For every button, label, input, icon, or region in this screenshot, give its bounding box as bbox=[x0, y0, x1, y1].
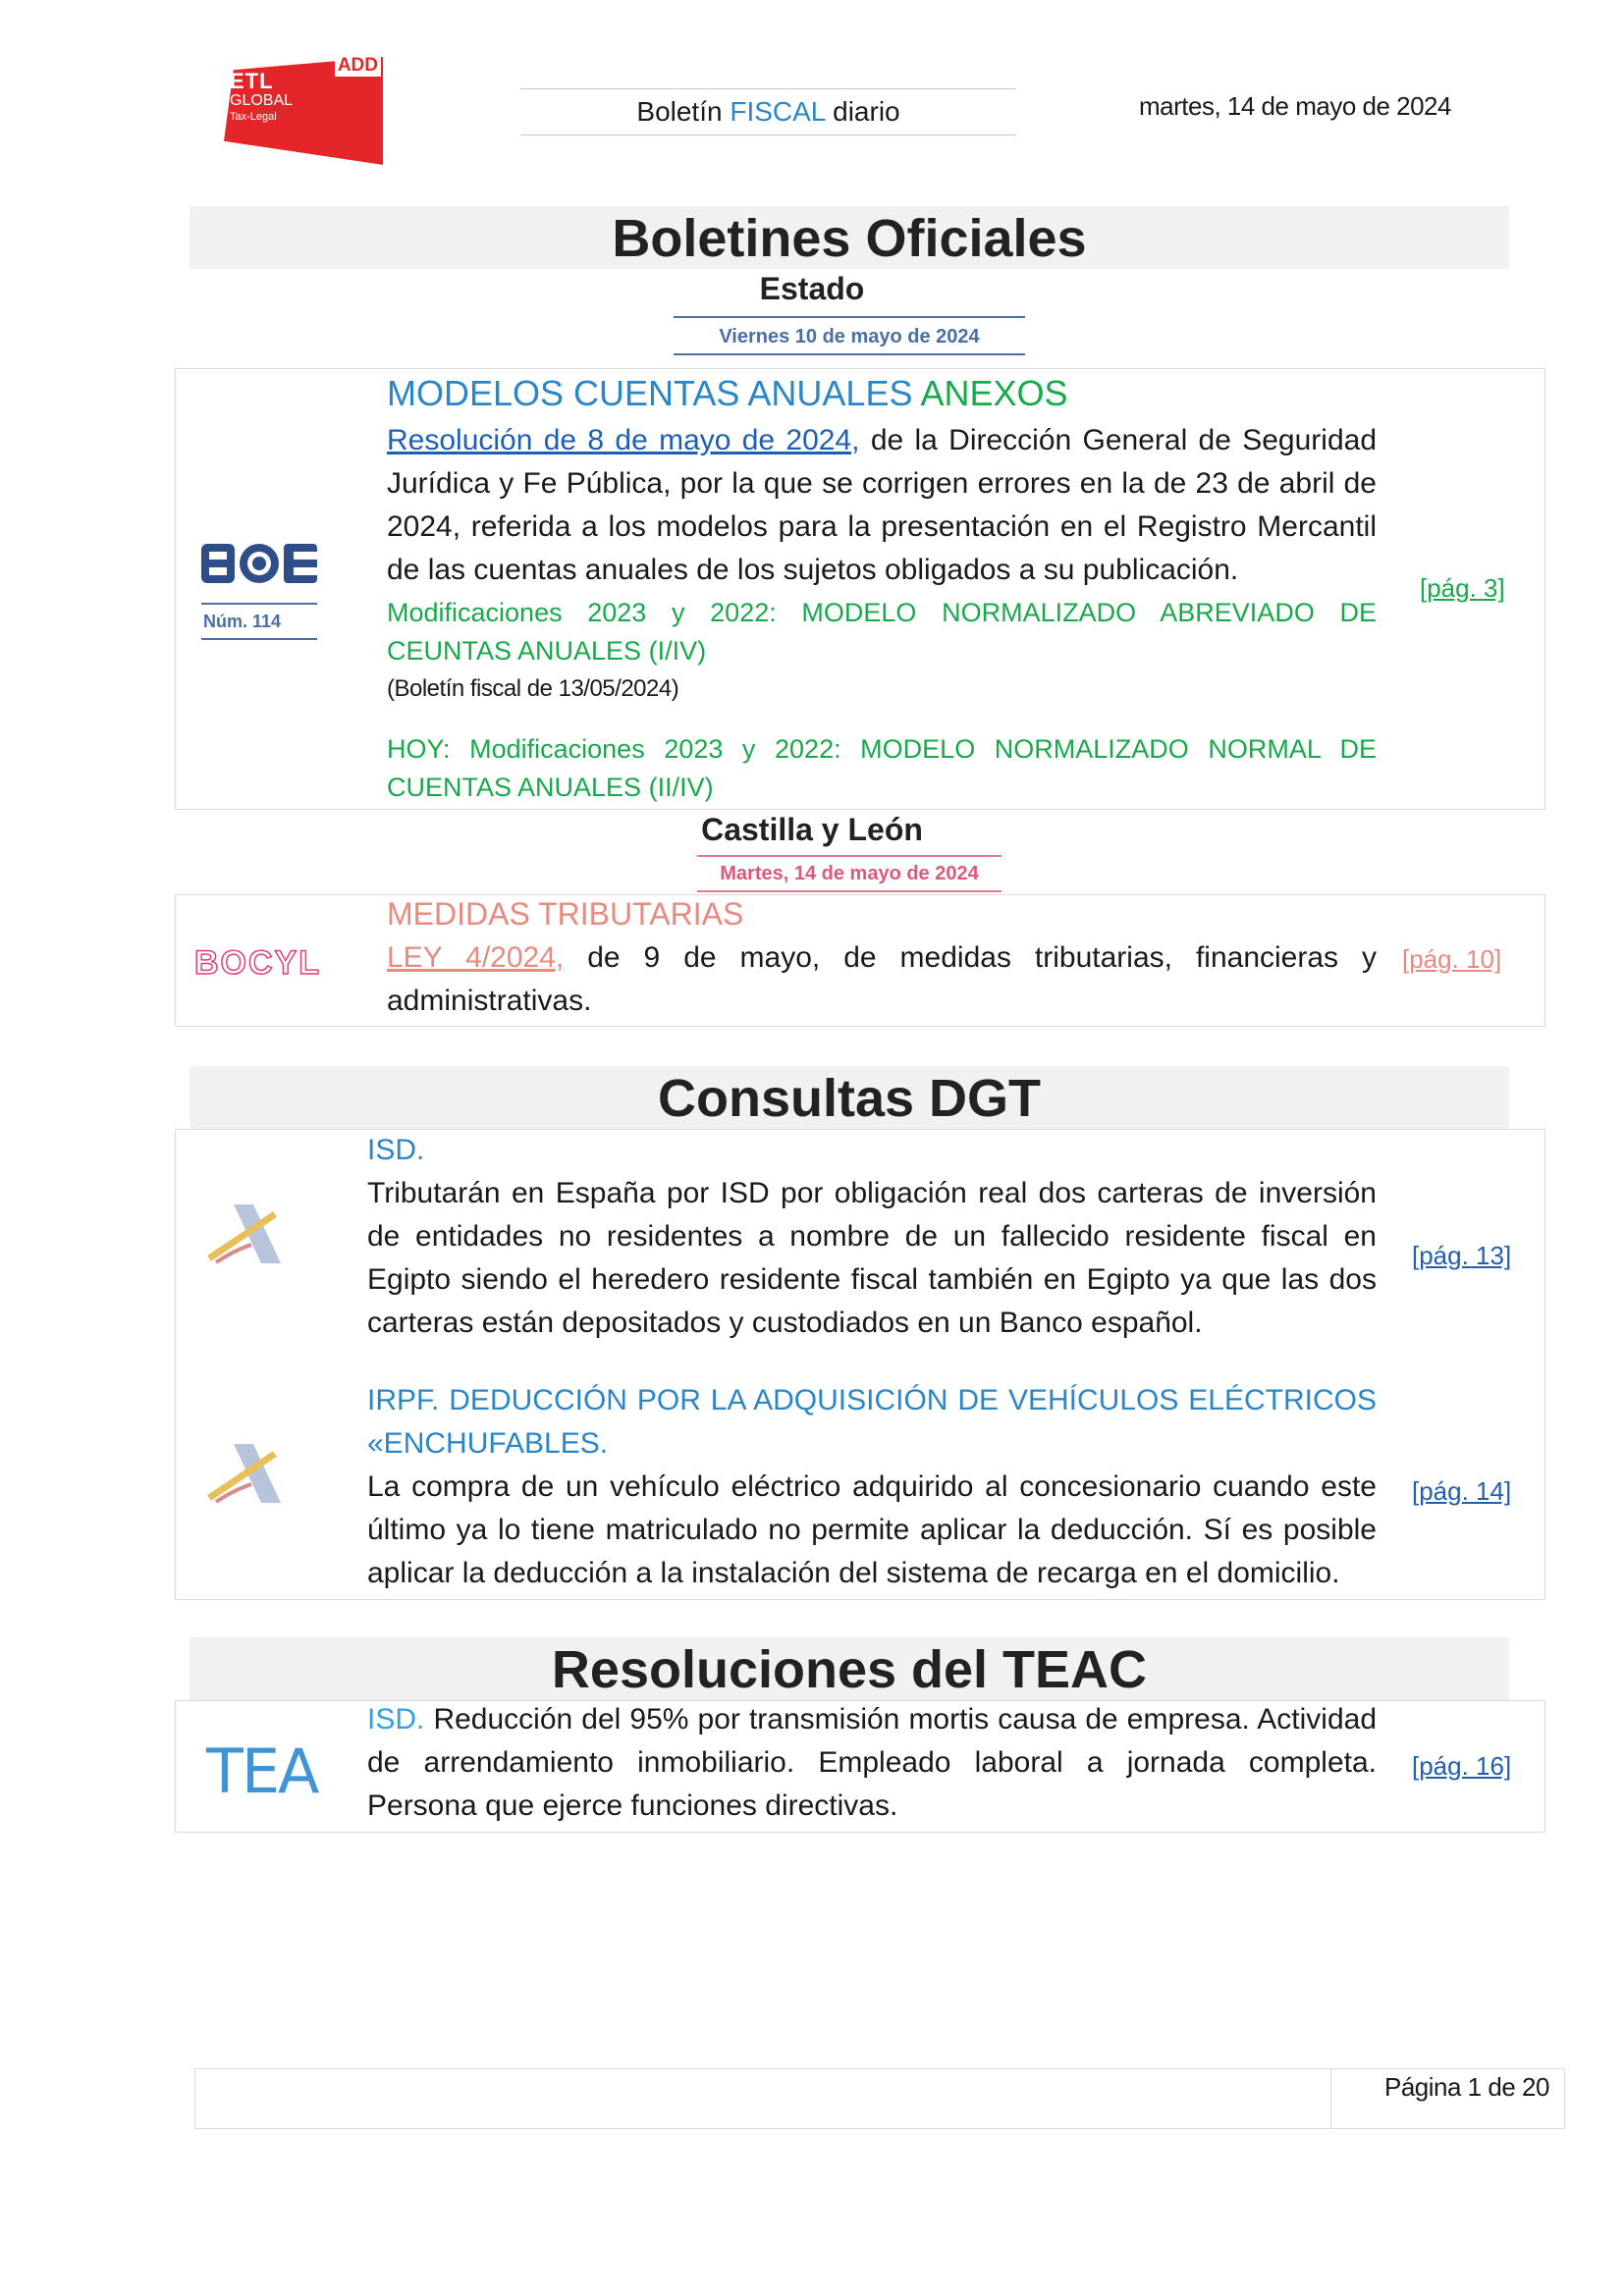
boe-entry-text: de la Dirección General de Seguridad Jurídica y Fe Pública, por la que se corrigen errores en la de 23 de abril de 2024, referida a los modelos para la presentación en el Registro Mercantil de las cuentas anuales de los sujetos obligados a su publicación. bbox=[387, 424, 1378, 586]
bulletin-title bbox=[520, 88, 1016, 135]
etl-global-logo bbox=[224, 57, 383, 165]
section-title-consultas: Consultas DGT bbox=[189, 1066, 1509, 1129]
subhead-estado: Estado bbox=[759, 271, 865, 306]
bocyl-page-link[interactable]: [pág. 10] bbox=[1402, 944, 1502, 974]
subhead-cyl: Castilla y León bbox=[701, 812, 923, 847]
teac-page-link[interactable]: [pág. 16] bbox=[1412, 1751, 1512, 1781]
bocyl-entry-text: de 9 de mayo, de medidas tributarias, financieras y administrativas. bbox=[387, 941, 1377, 1017]
bulletin-title-accent: FISCAL bbox=[730, 96, 826, 127]
logo-add-text: ADD bbox=[335, 55, 381, 77]
footer-page-number: Página 1 de 20 bbox=[1384, 2072, 1549, 2102]
consulta-1-page-link[interactable]: [pág. 13] bbox=[1412, 1241, 1512, 1270]
bulletin-title-suffix: diario bbox=[825, 96, 900, 127]
logo-etl-text: ETL bbox=[230, 69, 274, 93]
consulta-1-body: Tributarán en España por ISD por obligación real dos carteras de inversión de entidades no residentes a nombre de un fallecido residente fiscal en Egipto siendo el heredero residente fiscal también en Egipto ya que las dos carteras están depositados y custodiados en un Banco español. bbox=[367, 1177, 1377, 1339]
logo-global-text: GLOBAL bbox=[230, 92, 294, 109]
footer-divider bbox=[1330, 2068, 1331, 2129]
date-tag-cyl: Martes, 14 de mayo de 2024 bbox=[697, 855, 1001, 892]
section-title-teac: Resoluciones del TEAC bbox=[189, 1637, 1509, 1700]
bocyl-entry-body bbox=[387, 936, 1377, 1023]
boe-page-link[interactable]: [pág. 3] bbox=[1420, 573, 1505, 603]
boe-note-abreviado: Modificaciones 2023 y 2022: MODELO NORMALIZADO ABREVIADO DE CEUNTAS ANUALES (I/IV) bbox=[387, 598, 1377, 666]
boe-number: Núm. 114 bbox=[201, 603, 317, 640]
boe-entry-body bbox=[387, 419, 1377, 592]
boe-entry-title bbox=[387, 371, 1377, 416]
bulletin-title-prefix: Boletín bbox=[636, 96, 731, 127]
teac-body bbox=[367, 1698, 1377, 1828]
aeat-logo-icon bbox=[204, 1439, 283, 1508]
boe-entry-title-annex: ANEXOS bbox=[920, 373, 1068, 413]
teac-item-text: Reducción del 95% por transmisión mortis causa de empresa. Actividad de arrendamiento inmobiliario. Empleado laboral a jornada completa. Persona que ejerce funciones directivas. bbox=[367, 1703, 1377, 1822]
consulta-2-body: La compra de un vehículo eléctrico adquirido al concesionario cuando este último ya lo tiene matriculado no permite aplicar la deducción. Sí es posible aplicar la deducción a la instalación del sistema de recarga en el domicilio. bbox=[367, 1470, 1377, 1589]
date-tag-estado: Viernes 10 de mayo de 2024 bbox=[674, 316, 1025, 355]
tea-logo-icon: TEA bbox=[206, 1735, 318, 1807]
footer-box bbox=[194, 2068, 1565, 2129]
consulta-2-page-link[interactable]: [pág. 14] bbox=[1412, 1476, 1512, 1506]
boe-note-normal: HOY: Modificaciones 2023 y 2022: MODELO NORMALIZADO NORMAL DE CUENTAS ANUALES (II/IV) bbox=[387, 734, 1377, 802]
boe-logo-icon bbox=[201, 540, 317, 587]
boe-entry-title-main: MODELOS CUENTAS ANUALES bbox=[387, 373, 921, 413]
bocyl-law-link[interactable]: LEY 4/2024, bbox=[387, 941, 565, 974]
bocyl-logo-icon: BOCYL bbox=[194, 944, 321, 982]
teac-item-title: ISD. bbox=[367, 1703, 425, 1735]
bocyl-entry-title: MEDIDAS TRIBUTARIAS bbox=[387, 896, 744, 932]
boe-note-ref: (Boletín fiscal de 13/05/2024) bbox=[387, 675, 679, 702]
logo-tax-text: Tax-Legal bbox=[230, 111, 277, 123]
section-title-boletines: Boletines Oficiales bbox=[189, 206, 1509, 269]
boe-resolution-link[interactable]: Resolución de 8 de mayo de 2024, bbox=[387, 424, 860, 456]
consulta-2-title: IRPF. DEDUCCIÓN POR LA ADQUISICIÓN DE VEHÍCULOS ELÉCTRICOS «ENCHUFABLES. bbox=[367, 1384, 1377, 1460]
header-date: martes, 14 de mayo de 2024 bbox=[1139, 91, 1451, 121]
consulta-1-title: ISD. bbox=[367, 1134, 425, 1166]
aeat-logo-icon bbox=[204, 1200, 283, 1268]
